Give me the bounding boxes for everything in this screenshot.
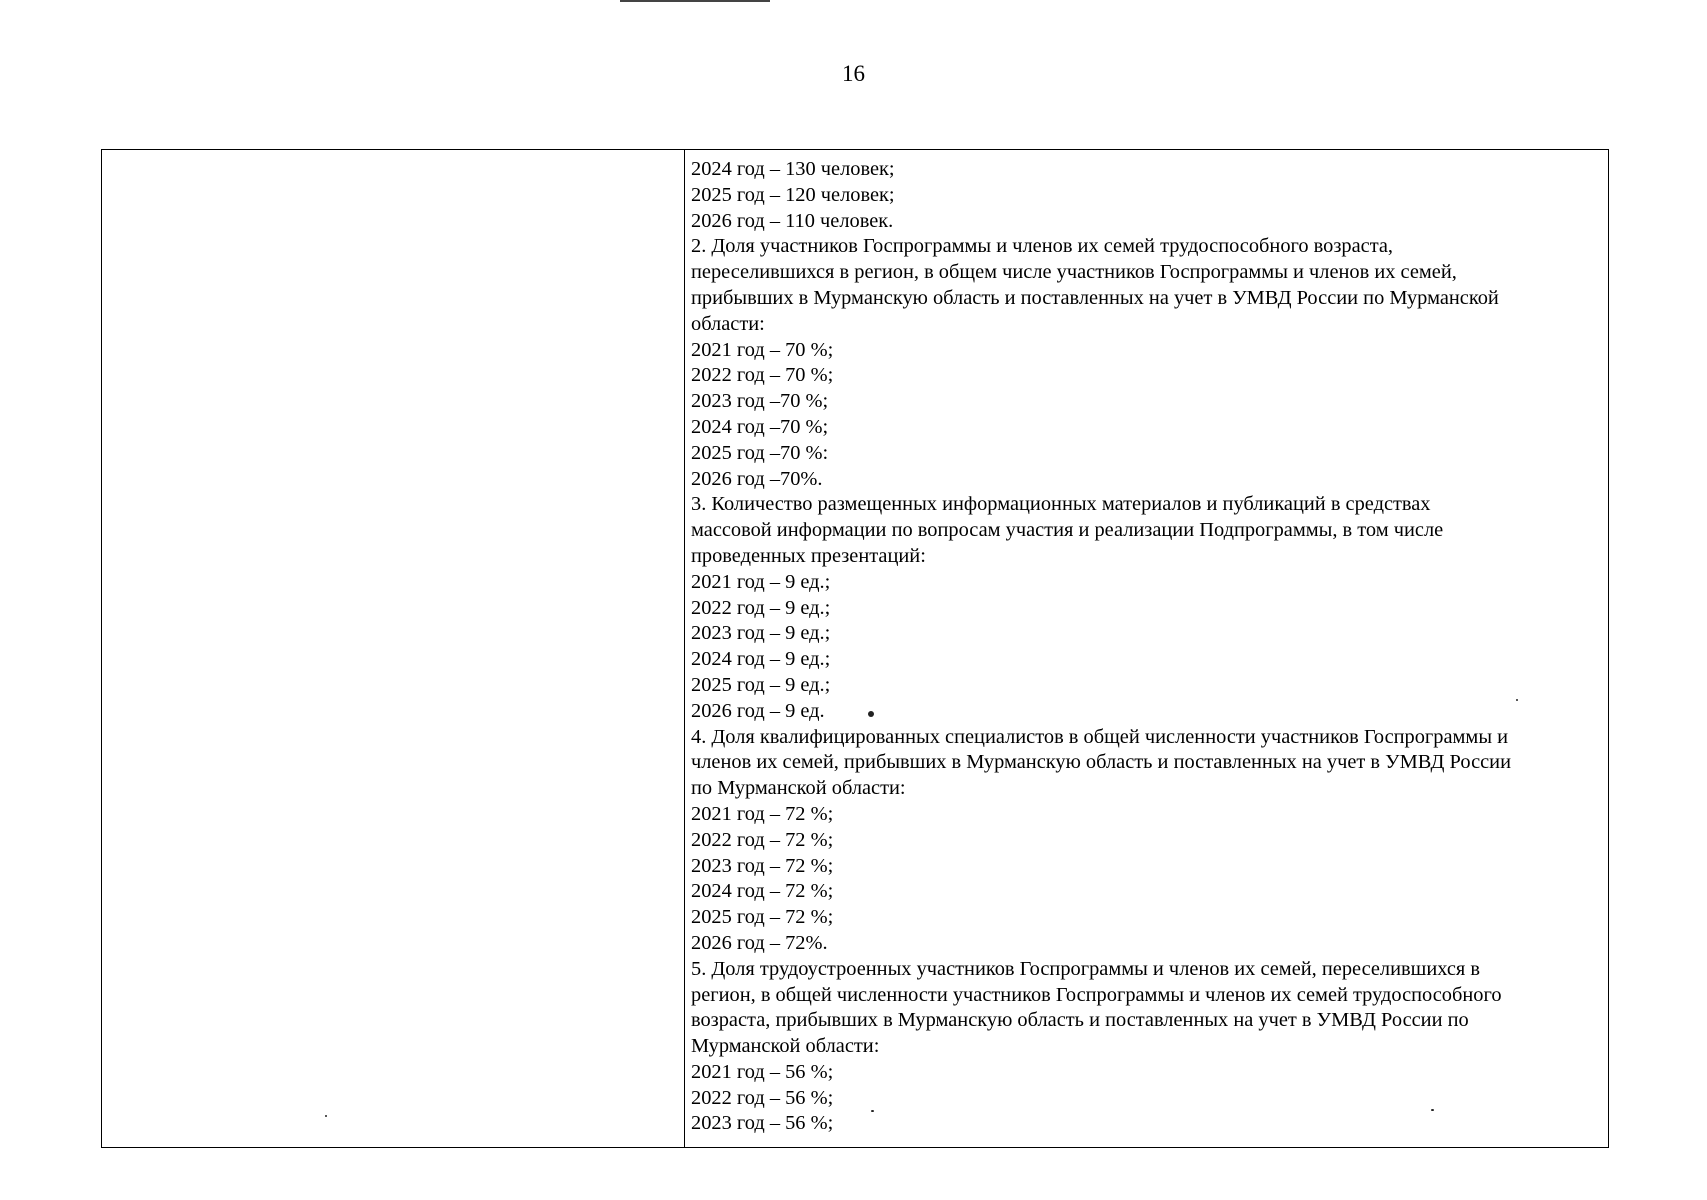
scan-speck — [1431, 1109, 1434, 1111]
text-line: 2022 год – 56 %; — [691, 1086, 834, 1109]
text-line: 2023 год – 56 %; — [691, 1112, 834, 1135]
text-line: 2022 год – 70 %; — [691, 364, 834, 387]
table-cell-right — [685, 150, 1608, 1147]
text-line: переселившихся в регион, в общем числе участников Госпрограммы и членов их семей, — [691, 261, 1457, 284]
text-line: 2023 год – 72 %; — [691, 854, 834, 877]
text-line: проведенных презентаций: — [691, 544, 926, 567]
scan-speck — [325, 1115, 327, 1117]
text-line: Мурманской области: — [691, 1035, 880, 1058]
text-line: 2021 год – 72 %; — [691, 802, 834, 825]
page-number: 16 — [842, 61, 865, 86]
text-line: 2026 год – 110 человек. — [691, 209, 894, 232]
text-line: 2023 год – 9 ед.; — [691, 622, 831, 645]
text-line: 3. Количество размещенных информационных материалов и публикаций в средствах — [691, 493, 1431, 516]
table-cell-left — [102, 150, 685, 1147]
text-line: 2025 год – 9 ед.; — [691, 673, 831, 696]
text-line: 2022 год – 9 ед.; — [691, 596, 831, 619]
text-line: 2021 год – 9 ед.; — [691, 570, 831, 593]
scan-speck — [868, 711, 874, 717]
text-line: 2023 год –70 %; — [691, 390, 829, 413]
text-line: по Мурманской области: — [691, 777, 906, 800]
text-line: 2021 год – 70 %; — [691, 338, 834, 361]
content-lines — [691, 157, 1600, 1137]
text-line: 2022 год – 72 %; — [691, 828, 834, 851]
text-line: 4. Доля квалифицированных специалистов в общей численности участников Госпрограммы и — [691, 725, 1509, 748]
scan-speck — [1516, 699, 1518, 701]
text-line: 5. Доля трудоустроенных участников Госпрограммы и членов их семей, переселившихся в — [691, 957, 1481, 980]
text-line: 2025 год – 120 человек; — [691, 183, 895, 206]
text-line: 2. Доля участников Госпрограммы и членов их семей трудоспособного возраста, — [691, 235, 1394, 258]
text-line: 2024 год – 9 ед.; — [691, 648, 831, 671]
text-line: 2021 год – 56 %; — [691, 1060, 834, 1083]
text-line: возраста, прибывших в Мурманскую область и поставленных на учет в УМВД России по — [691, 1009, 1469, 1032]
text-line: 2024 год –70 %; — [691, 415, 829, 438]
text-line: 2026 год – 9 ед. — [691, 699, 825, 722]
text-line: 2024 год – 72 %; — [691, 880, 834, 903]
text-line: 2025 год –70 %: — [691, 441, 829, 464]
text-line: членов их семей, прибывших в Мурманскую область и поставленных на учет в УМВД России — [691, 751, 1511, 774]
text-line: 2024 год – 130 человек; — [691, 158, 895, 180]
text-line: 2025 год – 72 %; — [691, 906, 834, 929]
top-rule-divider — [620, 0, 770, 2]
text-line: регион, в общей численности участников Госпрограммы и членов их семей трудоспособного — [691, 983, 1502, 1006]
text-line: 2026 год – 72%. — [691, 931, 828, 954]
text-line: 2026 год –70%. — [691, 467, 823, 490]
text-line: массовой информации по вопросам участия и реализации Подпрограммы, в том числе — [691, 519, 1444, 542]
text-line: области: — [691, 312, 765, 335]
text-line: прибывших в Мурманскую область и поставленных на учет в УМВД России по Мурманской — [691, 286, 1499, 309]
scan-speck — [871, 1110, 874, 1112]
document-table — [101, 149, 1609, 1148]
